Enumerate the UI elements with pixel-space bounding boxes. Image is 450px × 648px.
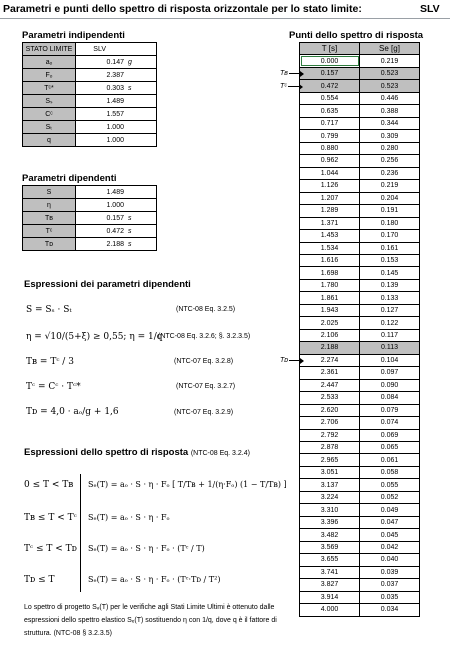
ref-eq-325: (NTC-08 Eq. 3.2.5) (176, 306, 236, 313)
acceleration-cell[interactable]: 0.127 (360, 304, 420, 316)
acceleration-cell[interactable]: 0.065 (360, 442, 420, 454)
spectrum-row (300, 354, 420, 366)
acceleration-cell[interactable]: 0.090 (360, 379, 420, 391)
dependent-row (23, 186, 157, 199)
ref-eq-328: (NTC-07 Eq. 3.2.8) (174, 358, 234, 365)
spectrum-row (300, 541, 420, 553)
independent-value-cell[interactable] (76, 108, 157, 121)
period-cell[interactable]: 1.289 (300, 205, 360, 217)
spectrum-row (300, 80, 420, 92)
dependent-row (23, 238, 157, 251)
independent-unit: g (128, 58, 132, 66)
formula-td: Tᴅ = 4,0 · aₒ/g + 1,6 (26, 407, 119, 417)
tb-marker-label: Tʙ (280, 70, 288, 77)
acceleration-cell[interactable]: 0.097 (360, 367, 420, 379)
spectrum-row (300, 155, 420, 167)
independent-table (22, 42, 157, 147)
tb-marker (280, 70, 303, 77)
acceleration-cell[interactable]: 0.104 (360, 354, 420, 366)
spectrum-row (300, 192, 420, 204)
independent-row (23, 121, 157, 134)
independent-row (23, 108, 157, 121)
dependent-label: Tᶜ (23, 225, 76, 238)
period-cell[interactable]: 0.000 (300, 55, 360, 67)
acceleration-cell[interactable]: 0.039 (360, 566, 420, 578)
spectrum-row (300, 479, 420, 491)
acceleration-cell[interactable]: 0.035 (360, 591, 420, 603)
spectrum-row (300, 267, 420, 279)
spec-eq-4: Sₑ(T) = aₒ · S · η · Fₒ · (Tᶜ·Tᴅ / T²) (88, 575, 221, 584)
period-cell[interactable]: 1.861 (300, 292, 360, 304)
period-cell[interactable]: 0.717 (300, 117, 360, 129)
dependent-heading: Parametri dipendenti (22, 173, 117, 184)
design-spectrum-note: Lo spettro di progetto Sₔ(T) per le verifiche agli Stati Limite Ultimi è ottenuto dalle espressioni dello spettro elastico Sₑ(T) sostituendo η con 1/q, dove q è il fattore di struttura. (NTC-08 § 3.2.3.5) (24, 604, 277, 637)
col-t-header: T [s] (300, 43, 360, 55)
arrow-right-icon (289, 360, 303, 361)
acceleration-cell[interactable]: 0.170 (360, 230, 420, 242)
dependent-unit: s (128, 240, 132, 248)
acceleration-cell[interactable]: 0.045 (360, 529, 420, 541)
dependent-value: 1.489 (106, 188, 124, 196)
period-cell[interactable]: 3.310 (300, 504, 360, 516)
independent-row (23, 69, 157, 82)
period-cell[interactable]: 2.878 (300, 442, 360, 454)
period-cell[interactable]: 2.965 (300, 454, 360, 466)
acceleration-cell[interactable]: 0.161 (360, 242, 420, 254)
spectrum-row (300, 379, 420, 391)
period-cell[interactable]: 3.827 (300, 579, 360, 591)
period-cell[interactable]: 2.447 (300, 379, 360, 391)
acceleration-cell[interactable]: 0.047 (360, 516, 420, 528)
independent-value-cell[interactable] (76, 82, 157, 95)
period-cell[interactable]: 1.126 (300, 180, 360, 192)
independent-unit: s (128, 84, 132, 92)
acceleration-cell[interactable]: 0.084 (360, 392, 420, 404)
period-cell[interactable]: 1.207 (300, 192, 360, 204)
cond-3: Tᶜ ≤ T < Tᴅ (24, 544, 77, 554)
spectrum-table (299, 42, 420, 617)
spectrum-row (300, 254, 420, 266)
spectrum-row (300, 392, 420, 404)
spectrum-row (300, 217, 420, 229)
period-cell[interactable]: 4.000 (300, 604, 360, 616)
independent-value: 1.000 (106, 123, 124, 131)
independent-header-row (23, 43, 157, 56)
dependent-row (23, 212, 157, 225)
spectrum-row (300, 205, 420, 217)
acceleration-cell[interactable]: 0.256 (360, 155, 420, 167)
independent-label: aₒ (23, 56, 76, 69)
period-cell[interactable]: 1.534 (300, 242, 360, 254)
period-cell[interactable]: 0.880 (300, 142, 360, 154)
period-cell[interactable]: 3.482 (300, 529, 360, 541)
period-cell[interactable]: 1.453 (300, 230, 360, 242)
independent-row (23, 56, 157, 69)
spectrum-row (300, 591, 420, 603)
spectrum-row (300, 342, 420, 354)
dependent-unit: s (128, 227, 132, 235)
period-cell[interactable]: 3.396 (300, 516, 360, 528)
acceleration-cell[interactable]: 0.052 (360, 491, 420, 503)
dependent-label: Tʙ (23, 212, 76, 225)
independent-label: Sₜ (23, 121, 76, 134)
period-cell[interactable]: 0.635 (300, 105, 360, 117)
period-cell[interactable]: 2.188 (300, 342, 360, 354)
independent-value-cell[interactable] (76, 95, 157, 108)
acceleration-cell[interactable]: 0.139 (360, 279, 420, 291)
acceleration-cell[interactable]: 0.040 (360, 554, 420, 566)
spectrum-row (300, 579, 420, 591)
title-bar (0, 0, 450, 19)
ref-eq-329: (NTC-07 Eq. 3.2.9) (174, 409, 234, 416)
period-cell[interactable]: 3.741 (300, 566, 360, 578)
cond-2: Tʙ ≤ T < Tᶜ (24, 513, 77, 523)
period-cell[interactable]: 0.157 (300, 67, 360, 79)
spectrum-row (300, 367, 420, 379)
dependent-value-cell[interactable] (76, 186, 157, 199)
acceleration-cell[interactable]: 0.079 (360, 404, 420, 416)
spectrum-row (300, 55, 420, 67)
acceleration-cell[interactable]: 0.388 (360, 105, 420, 117)
expr-spec-title: Espressioni dello spettro di risposta (24, 447, 189, 458)
col-se-header: Se [g] (360, 43, 420, 55)
period-cell[interactable]: 0.554 (300, 92, 360, 104)
dependent-value: 0.472 (106, 227, 124, 235)
spectrum-row (300, 130, 420, 142)
period-cell[interactable]: 1.698 (300, 267, 360, 279)
spec-eq-1: Sₑ(T) = aₒ · S · η · Fₒ [ T/Tʙ + 1/(η·Fₒ) (1 − T/Tʙ) ] (88, 480, 287, 489)
formula-tc: Tᶜ = Cᶜ · Tᶜ* (26, 382, 81, 392)
period-cell[interactable]: 1.943 (300, 304, 360, 316)
spectrum-row (300, 554, 420, 566)
spectrum-row (300, 92, 420, 104)
arrow-right-icon (289, 73, 303, 74)
independent-value: 1.489 (106, 97, 124, 105)
dependent-label: S (23, 186, 76, 199)
ref-eq-327: (NTC-07 Eq. 3.2.7) (176, 383, 236, 390)
acceleration-cell[interactable]: 0.446 (360, 92, 420, 104)
spectrum-row (300, 317, 420, 329)
tc-marker-label: Tᶜ (280, 83, 287, 90)
state-limit-label: SLV (420, 3, 440, 15)
independent-label: q (23, 134, 76, 147)
spectrum-row (300, 230, 420, 242)
td-marker-label: Tᴅ (280, 357, 289, 364)
spectrum-row (300, 404, 420, 416)
independent-value: 0.303 (106, 84, 124, 92)
expr-dep-heading: Espressioni dei parametri dipendenti (24, 279, 191, 290)
independent-row (23, 82, 157, 95)
spectrum-row (300, 442, 420, 454)
spectrum-row (300, 604, 420, 616)
cond-4: Tᴅ ≤ T (24, 575, 55, 585)
independent-heading: Parametri indipendenti (22, 30, 125, 41)
ref-eq-326: (NTC-08 Eq. 3.2.6; §. 3.2.3.5) (158, 333, 251, 340)
acceleration-cell[interactable]: 0.049 (360, 504, 420, 516)
independent-value-cell[interactable] (76, 134, 157, 147)
spectrum-row (300, 566, 420, 578)
dependent-label: η (23, 199, 76, 212)
state-limit-cell[interactable]: SLV (76, 43, 157, 56)
dependent-value: 1.000 (106, 201, 124, 209)
acceleration-cell[interactable]: 0.061 (360, 454, 420, 466)
spec-eq-2: Sₑ(T) = aₒ · S · η · Fₒ (88, 513, 170, 522)
independent-label: Fₒ (23, 69, 76, 82)
period-cell[interactable]: 2.706 (300, 417, 360, 429)
period-cell[interactable]: 1.371 (300, 217, 360, 229)
period-cell[interactable]: 3.051 (300, 466, 360, 478)
independent-value-cell[interactable] (76, 121, 157, 134)
independent-row (23, 134, 157, 147)
period-cell[interactable]: 2.361 (300, 367, 360, 379)
acceleration-cell[interactable]: 0.523 (360, 67, 420, 79)
dependent-value-cell[interactable] (76, 238, 157, 251)
independent-value: 1.000 (106, 136, 124, 144)
period-cell[interactable]: 3.655 (300, 554, 360, 566)
period-cell[interactable]: 0.962 (300, 155, 360, 167)
cond-1: 0 ≤ T < Tʙ (24, 480, 74, 490)
spectrum-row (300, 516, 420, 528)
acceleration-cell[interactable]: 0.055 (360, 479, 420, 491)
dependent-table (22, 185, 157, 251)
acceleration-cell[interactable]: 0.037 (360, 579, 420, 591)
independent-value-cell[interactable] (76, 56, 157, 69)
expr-spec-ref: (NTC-08 Eq. 3.2.4) (190, 450, 250, 457)
period-cell[interactable]: 2.533 (300, 392, 360, 404)
acceleration-cell[interactable]: 0.145 (360, 267, 420, 279)
acceleration-cell[interactable]: 0.133 (360, 292, 420, 304)
period-cell[interactable]: 3.224 (300, 491, 360, 503)
spec-eq-3: Sₑ(T) = aₒ · S · η · Fₒ · (Tᶜ / T) (88, 544, 205, 553)
acceleration-cell[interactable]: 0.069 (360, 429, 420, 441)
acceleration-cell[interactable]: 0.074 (360, 417, 420, 429)
period-cell[interactable]: 2.792 (300, 429, 360, 441)
spectrum-row (300, 329, 420, 341)
period-cell[interactable]: 2.106 (300, 329, 360, 341)
spectrum-heading: Punti dello spettro di risposta (289, 30, 424, 41)
acceleration-cell[interactable]: 0.309 (360, 130, 420, 142)
acceleration-cell[interactable]: 0.191 (360, 205, 420, 217)
acceleration-cell[interactable]: 0.180 (360, 217, 420, 229)
expr-spec-heading (24, 447, 250, 458)
tc-marker (280, 83, 302, 90)
acceleration-cell[interactable]: 0.280 (360, 142, 420, 154)
spectrum-row (300, 429, 420, 441)
acceleration-cell[interactable]: 0.153 (360, 254, 420, 266)
acceleration-cell[interactable]: 0.058 (360, 466, 420, 478)
state-limit-header: STATO LIMITE (23, 43, 76, 56)
spectrum-row (300, 142, 420, 154)
period-cell[interactable]: 1.780 (300, 279, 360, 291)
independent-value: 1.557 (106, 110, 124, 118)
independent-label: Cᶜ (23, 108, 76, 121)
acceleration-cell[interactable]: 0.117 (360, 329, 420, 341)
spectrum-row (300, 242, 420, 254)
arrow-right-icon (288, 86, 302, 87)
spectrum-row (300, 105, 420, 117)
dependent-value: 0.157 (106, 214, 124, 222)
spectrum-row (300, 292, 420, 304)
acceleration-cell[interactable]: 0.344 (360, 117, 420, 129)
dependent-row (23, 225, 157, 238)
td-marker (280, 357, 303, 364)
dependent-row (23, 199, 157, 212)
period-cell[interactable]: 0.799 (300, 130, 360, 142)
acceleration-cell[interactable]: 0.219 (360, 55, 420, 67)
period-cell[interactable]: 2.620 (300, 404, 360, 416)
dependent-unit: s (128, 214, 132, 222)
spectrum-row (300, 279, 420, 291)
dependent-value-cell[interactable] (76, 199, 157, 212)
formula-eta: η = √10/(5+ξ) ≥ 0,55; η = 1/q (26, 332, 163, 342)
period-cell[interactable]: 3.137 (300, 479, 360, 491)
period-cell[interactable]: 1.044 (300, 167, 360, 179)
acceleration-cell[interactable]: 0.113 (360, 342, 420, 354)
spectrum-row (300, 117, 420, 129)
condition-divider (80, 474, 81, 592)
spectrum-row (300, 180, 420, 192)
acceleration-cell[interactable]: 0.042 (360, 541, 420, 553)
acceleration-cell[interactable]: 0.236 (360, 167, 420, 179)
formula-tb: Tʙ = Tᶜ / 3 (26, 357, 74, 367)
page-title: Parametri e punti dello spettro di risposta orizzontale per lo stato limite: (3, 3, 362, 15)
acceleration-cell[interactable]: 0.122 (360, 317, 420, 329)
formula-s: S = Sₛ · Sₜ (26, 305, 72, 315)
spectrum-row (300, 304, 420, 316)
dependent-label: Tᴅ (23, 238, 76, 251)
spectrum-row (300, 491, 420, 503)
acceleration-cell[interactable]: 0.034 (360, 604, 420, 616)
period-cell[interactable]: 3.914 (300, 591, 360, 603)
dependent-value-cell[interactable] (76, 225, 157, 238)
spectrum-row (300, 466, 420, 478)
acceleration-cell[interactable]: 0.204 (360, 192, 420, 204)
spectrum-row (300, 529, 420, 541)
period-cell[interactable]: 3.569 (300, 541, 360, 553)
dependent-value-cell[interactable] (76, 212, 157, 225)
independent-label: Tᶜ* (23, 82, 76, 95)
period-cell[interactable]: 0.472 (300, 80, 360, 92)
independent-value-cell[interactable] (76, 69, 157, 82)
spectrum-row (300, 417, 420, 429)
dependent-value: 2.188 (106, 240, 124, 248)
period-cell[interactable]: 2.025 (300, 317, 360, 329)
period-cell[interactable]: 2.274 (300, 354, 360, 366)
spectrum-header-row (300, 43, 420, 55)
independent-label: Sₛ (23, 95, 76, 108)
spectrum-row (300, 504, 420, 516)
independent-row (23, 95, 157, 108)
independent-value: 2.387 (106, 71, 124, 79)
spectrum-row (300, 67, 420, 79)
spectrum-row (300, 454, 420, 466)
independent-value: 0.147 (106, 58, 124, 66)
acceleration-cell[interactable]: 0.219 (360, 180, 420, 192)
spectrum-row (300, 167, 420, 179)
period-cell[interactable]: 1.616 (300, 254, 360, 266)
acceleration-cell[interactable]: 0.523 (360, 80, 420, 92)
